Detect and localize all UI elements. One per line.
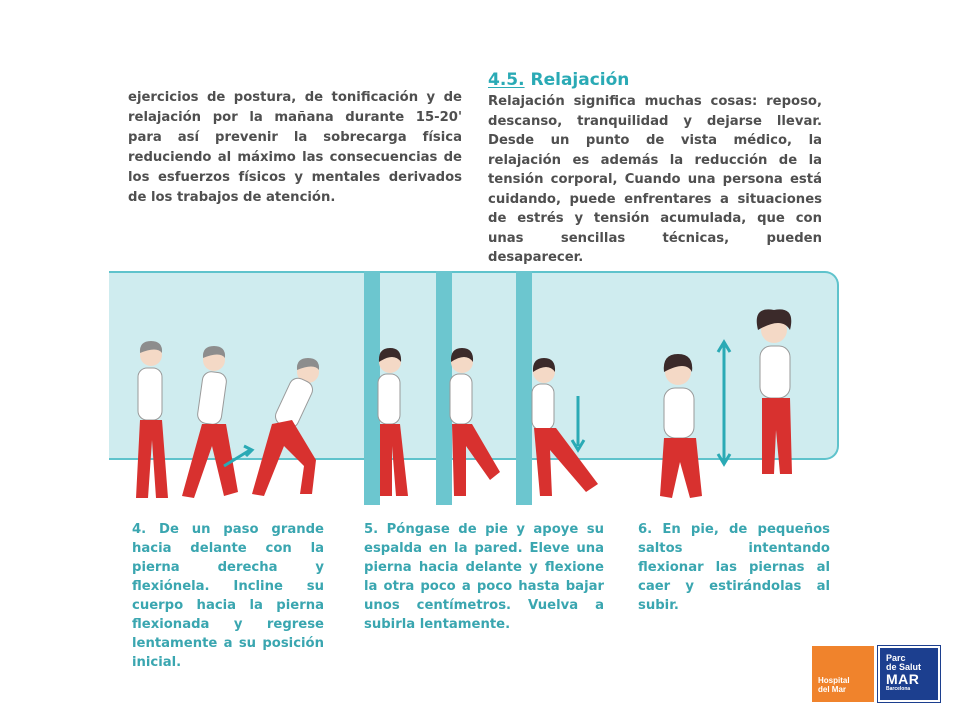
logo-text: del Mar xyxy=(818,685,847,694)
wall-bar xyxy=(436,271,452,505)
section-relajacion xyxy=(488,70,822,268)
caption-text: De un paso grande hacia delante con la pierna derecha y flexiónela. Incline su cuerpo hacia la pierna flexionada y regrese lentamente a su posición inicial. xyxy=(132,522,324,670)
section-title-text: Relajación xyxy=(524,70,630,90)
logo-text: de Salut xyxy=(886,662,922,672)
caption-text: Póngase de pie y apoye su espalda en la pared. Eleve una pierna hacia delante y flexione la otra poco a poco hasta bajar unos centímetros. Vuelva a subirla lentamente. xyxy=(364,522,604,632)
caption-step-number: 6. xyxy=(638,522,653,537)
wall-bar xyxy=(516,271,532,505)
footer-logos xyxy=(812,646,940,702)
intro-paragraph: ejercicios de postura, de tonificación y de relajación por la mañana durante 15-20' para así prevenir la sobrecarga física reduciendo al máximo las consecuencias de los esfuerzos físicos y mentales derivados de los trabajos de atención. xyxy=(128,90,462,205)
exercise-panel xyxy=(109,271,839,460)
caption-step-number: 5. xyxy=(364,522,379,537)
wall-bar xyxy=(364,271,380,505)
section-number: 4.5. xyxy=(488,70,525,90)
section-body: Relajación significa muchas cosas: reposo, descanso, tranquilidad y dejarse llevar. Desde un punto de vista médico, la relajación es además la reducción de la tensión corporal, Cuando una persona está cuidando, puede enfrentares a situaciones de estrés y tensión acumulada, que con unas sencillas técnicas, pueden desaparecer. xyxy=(488,94,822,265)
section-title xyxy=(488,70,822,90)
parc-de-salut-mar-logo xyxy=(878,646,940,702)
caption-step-5 xyxy=(364,520,604,634)
logo-text: MAR xyxy=(886,671,920,687)
logo-text: Parc xyxy=(886,653,906,663)
logo-text: Barcelona xyxy=(886,686,911,692)
hospital-del-mar-logo xyxy=(812,646,874,702)
caption-step-6 xyxy=(638,520,830,615)
caption-step-number: 4. xyxy=(132,522,147,537)
caption-text: En pie, de pequeños saltos intentando flexionar las piernas al caer y estirándolas al subir. xyxy=(638,522,830,613)
logo-text: Hospital xyxy=(818,676,850,685)
caption-step-4 xyxy=(132,520,324,672)
